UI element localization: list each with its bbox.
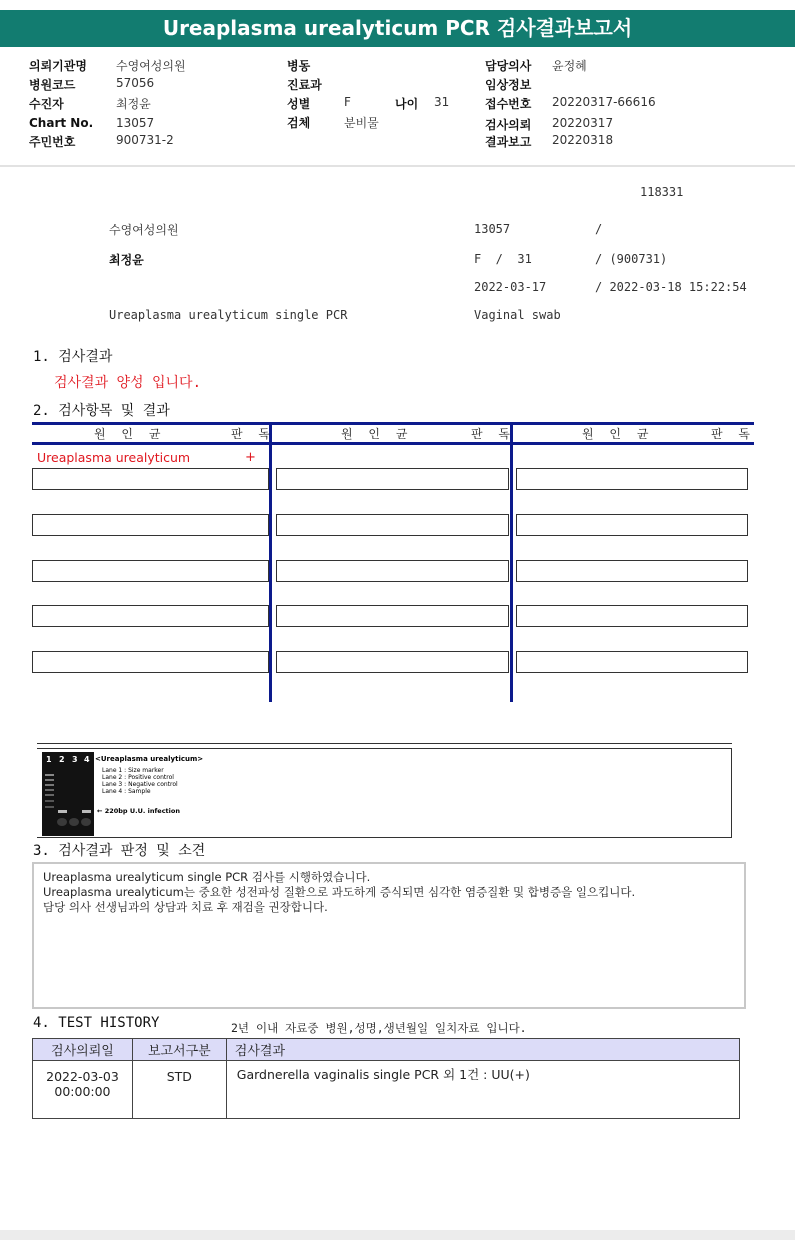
- interpretation-line: Ureaplasma urealyticum는 중요한 성전파성 질환으로 과도하게 증식되면 심각한 염증질환 및 합병증을 일으킵니다.: [43, 885, 636, 899]
- empty-result-cell: [276, 514, 509, 536]
- value-patient: 최정윤: [116, 97, 151, 111]
- label-clinical-info: 임상정보: [485, 78, 532, 92]
- value-requesting-clinic: 수영여성의원: [116, 59, 186, 73]
- col-header-judgment: 판 독: [711, 427, 756, 441]
- label-test-request: 검사의뢰: [485, 118, 532, 132]
- col-header-organism: 원 인 균: [94, 427, 167, 441]
- history-col-result: 검사결과: [226, 1039, 739, 1061]
- label-department: 진료과: [287, 78, 322, 92]
- value-age: 31: [434, 95, 450, 109]
- col-header-judgment: 판 독: [471, 427, 516, 441]
- value-receipt-number: 20220317-66616: [552, 95, 656, 109]
- gel-lane-number: 4: [84, 755, 90, 764]
- empty-result-cell: [516, 560, 748, 582]
- label-ward: 병동: [287, 59, 311, 73]
- interpretation-box: [32, 862, 746, 1009]
- gel-band-label: ← 220bp U.U. infection: [97, 807, 180, 815]
- empty-result-cell: [276, 651, 509, 673]
- value-test-request: 20220317: [552, 116, 614, 130]
- patient-chart-slash: /: [595, 222, 603, 236]
- gel-legend: [95, 756, 203, 795]
- history-result: Gardnerella vaginalis single PCR 외 1건 : UU(+): [226, 1061, 739, 1119]
- gel-legend-item: Lane 4 : Sample: [102, 788, 151, 795]
- result-summary: 검사결과 양성 입니다.: [54, 375, 202, 391]
- gel-legend-item: Lane 1 : Size marker: [102, 767, 164, 774]
- value-doctor: 윤정혜: [552, 59, 587, 73]
- label-result-report: 결과보고: [485, 135, 532, 149]
- gel-legend-item: Lane 3 : Negative control: [102, 781, 178, 788]
- interpretation-line: 담당 의사 선생님과의 상담과 치료 후 재검을 권장합니다.: [43, 900, 328, 914]
- col-header-organism: 원 인 균: [341, 427, 414, 441]
- col-header-judgment: 판 독: [231, 427, 276, 441]
- patient-test-name: Ureaplasma urealyticum single PCR: [109, 308, 348, 322]
- history-header-row: [33, 1039, 740, 1061]
- label-receipt-number: 접수번호: [485, 97, 532, 111]
- empty-result-cell: [32, 514, 269, 536]
- label-doctor: 담당의사: [485, 59, 532, 73]
- gel-legend-title: <Ureaplasma urealyticum>: [95, 755, 204, 763]
- empty-result-cell: [32, 468, 269, 490]
- value-resident-number: 900731-2: [116, 133, 174, 147]
- gel-lane-number: 3: [72, 755, 78, 764]
- patient-specimen-type: Vaginal swab: [474, 308, 561, 322]
- patient-birth: / (900731): [595, 252, 668, 266]
- empty-result-cell: [516, 605, 748, 627]
- col-header-organism: 원 인 균: [582, 427, 655, 441]
- label-specimen: 검체: [287, 116, 311, 130]
- history-time: 00:00:00: [54, 1084, 111, 1099]
- empty-result-cell: [516, 514, 748, 536]
- value-specimen: 분비물: [344, 116, 379, 130]
- gel-legend-item: Lane 2 : Positive control: [102, 774, 174, 781]
- label-sex: 성별: [287, 97, 311, 111]
- gel-electrophoresis-image: [42, 752, 94, 836]
- organism-name: Ureaplasma urealyticum: [37, 450, 191, 465]
- table-header-border: [32, 442, 754, 445]
- patient-sex-age: F / 31: [474, 252, 532, 266]
- label-requesting-clinic: 의뢰기관명: [29, 59, 87, 73]
- history-table: [32, 1038, 740, 1119]
- empty-result-cell: [516, 468, 748, 490]
- patient-number: 118331: [640, 185, 684, 199]
- page-footer-strip: [0, 1230, 795, 1240]
- gel-bands-graphic: [42, 752, 94, 836]
- history-type: STD: [132, 1061, 226, 1119]
- patient-clinic: 수영여성의원: [109, 223, 179, 237]
- section1-heading: 1. 검사결과: [33, 349, 113, 365]
- label-age: 나이: [395, 97, 419, 111]
- table-column-divider: [510, 425, 513, 702]
- label-patient: 수진자: [29, 97, 64, 111]
- history-note: 2년 이내 자료중 병원,성명,생년월일 일치자료 입니다.: [231, 1021, 527, 1035]
- patient-chart: 13057: [474, 222, 511, 236]
- value-sex: F: [344, 95, 351, 109]
- empty-result-cell: [32, 651, 269, 673]
- history-col-type: 보고서구분: [132, 1039, 226, 1061]
- empty-result-cell: [276, 468, 509, 490]
- interpretation-line: Ureaplasma urealyticum single PCR 검사를 시행하였습니다.: [43, 870, 371, 884]
- section2-heading: 2. 검사항목 및 결과: [33, 403, 170, 419]
- label-chart-no: Chart No.: [29, 116, 94, 130]
- empty-result-cell: [516, 651, 748, 673]
- empty-result-cell: [276, 560, 509, 582]
- value-chart-no: 13057: [116, 116, 155, 130]
- patient-received-date: 2022-03-17: [474, 280, 547, 294]
- empty-result-cell: [276, 605, 509, 627]
- section4-heading: 4. TEST HISTORY: [33, 1015, 160, 1031]
- header-divider: [0, 165, 795, 167]
- section3-heading: 3. 검사결과 판정 및 소견: [33, 843, 206, 859]
- value-hospital-code: 57056: [116, 76, 155, 90]
- history-col-date: 검사의뢰일: [33, 1039, 133, 1061]
- organism-result: +: [245, 450, 256, 465]
- history-date-cell: [33, 1061, 133, 1119]
- table-column-divider: [269, 425, 272, 702]
- gel-top-line: [37, 743, 732, 744]
- value-result-report: 20220318: [552, 133, 614, 147]
- patient-name: 최정윤: [109, 253, 144, 267]
- label-resident-number: 주민번호: [29, 135, 76, 149]
- table-row: [33, 1061, 740, 1119]
- empty-result-cell: [32, 605, 269, 627]
- patient-reported-datetime: / 2022-03-18 15:22:54: [595, 280, 747, 294]
- history-date: 2022-03-03: [46, 1069, 119, 1084]
- gel-lane-number: 1: [46, 755, 52, 764]
- gel-lane-number: 2: [59, 755, 65, 764]
- label-hospital-code: 병원코드: [29, 78, 76, 92]
- empty-result-cell: [32, 560, 269, 582]
- report-title: Ureaplasma urealyticum PCR 검사결과보고서: [0, 10, 795, 47]
